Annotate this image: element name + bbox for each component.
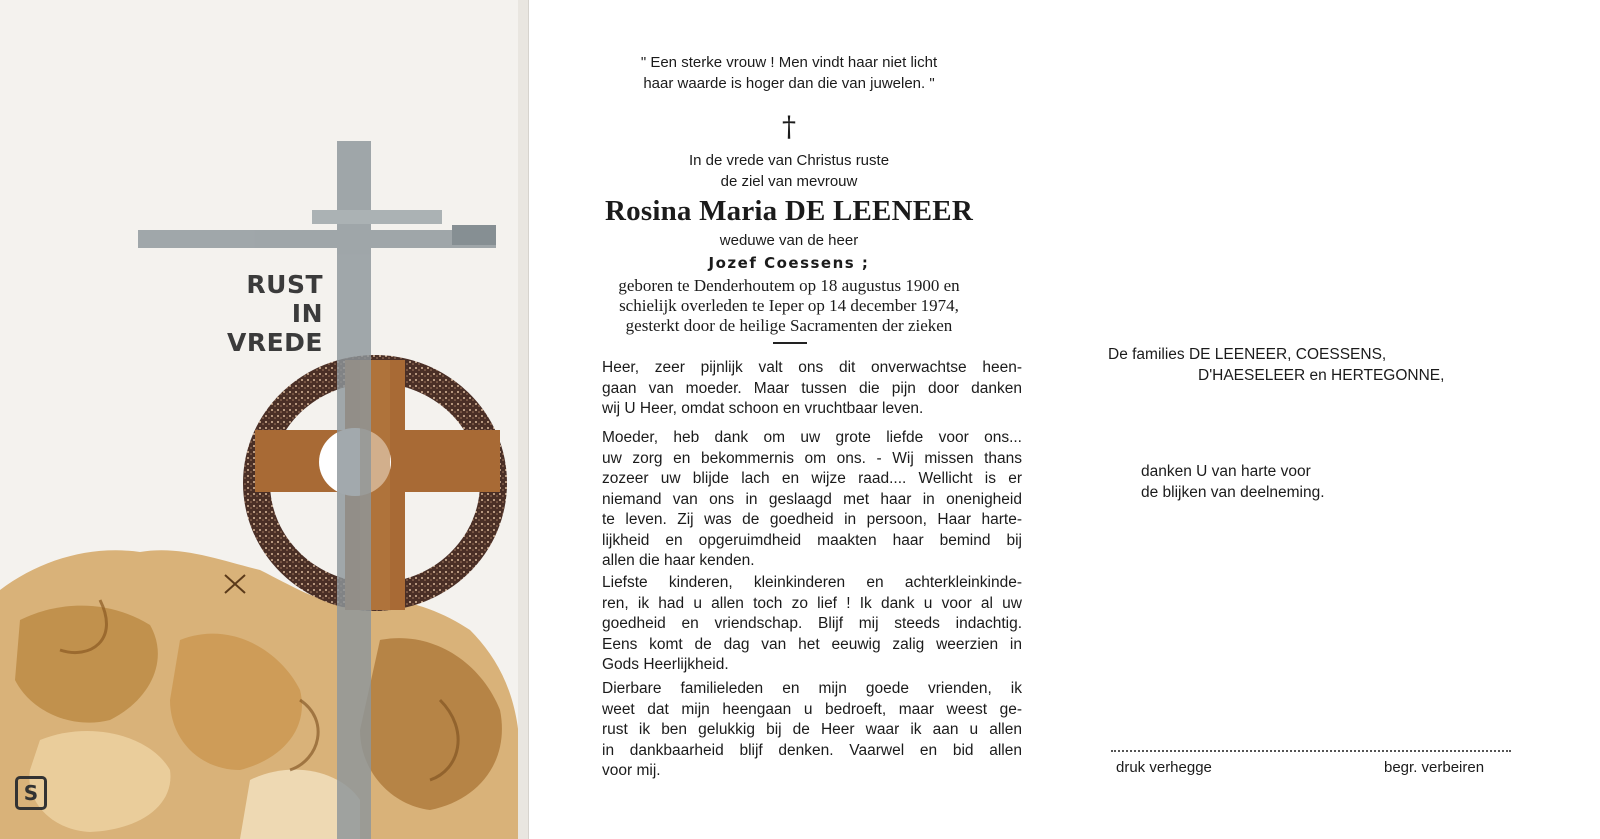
date-line: gesterkt door de heilige Sacramenten der zieken [625,316,953,335]
paragraph-mother [602,428,1022,572]
intro-line: de ziel van mevrouw [720,173,858,190]
date-line: schielijk overleden te Ieper op 14 december 1974, [619,296,959,315]
printer-credit: druk verhegge [1116,759,1212,776]
separator-rule [773,342,807,344]
text-line: Liefste kinderen, kleinkinderen en achterkleinkinde- [602,574,1022,591]
rust-in-vrede-title [163,270,323,357]
text-line: niemand van ons in geslaagd met haar in onenigheid [602,490,1022,508]
text-line: Eens komt de dag van het eeuwig zalig weerzien in [602,635,1022,653]
intro-text [529,150,1049,192]
families-line: D'HAESELEER en HERTEGONNE, [1198,367,1445,384]
title-line: VREDE [226,328,323,357]
dotted-divider [1111,750,1511,752]
publisher-logo: S [15,776,47,810]
title-line: IN [291,299,323,328]
title-line: RUST [246,270,323,299]
deceased-name: Rosina Maria DE LEENEER [605,195,973,227]
text-line: Moeder, heb dank om uw grote liefde voor ons... [602,429,1022,446]
dagger-icon: † [782,110,796,143]
husband-name: Jozef Coessens ; [708,254,870,272]
text-line: wij U Heer, omdat schoon en vruchtbaar leven. [602,400,924,417]
text-line: allen die haar kenden. [602,552,755,569]
paragraph-family [602,679,1022,782]
text-line: in dankbaarheid blijf denken. Vaarwel en bid allen [602,741,1022,759]
intro-line: In de vrede van Christus ruste [688,152,890,169]
front-card-panel [0,0,529,839]
text-line: uw zorg en bekommernis om ons. - Wij missen thans [602,449,1022,467]
text-line: rust ik ben gelukkig bij de Heer waar ik aan u allen [602,721,1022,738]
thanks-line: danken U van harte voor [1141,463,1311,480]
text-line: Gods Heerlijkheid. [602,656,729,673]
text-line: goedheid en vriendschap. Blijf mij steeds indachtig. [602,615,1022,632]
text-line: zozeer uw blijde lach en wijze raad.... Wellicht is er [602,470,1022,487]
quote-line: haar waarde is hoger dan die van juwelen. " [643,75,935,92]
text-line: weet dat mijn heengaan u bedroeft, maar weest ge- [602,700,1022,718]
engraver-credit: begr. verbeiren [1384,759,1485,776]
birth-death-dates [529,276,1049,336]
text-line: Heer, zeer pijnlijk valt ons dit onverwachtse heen- [602,359,1022,376]
text-line: gaan van moeder. Maar tussen die pijn door danken [602,379,1022,397]
text-line: Dierbare familieleden en mijn goede vrienden, ik [602,680,1022,697]
quote-line: " Een sterke vrouw ! Men vindt haar niet licht [640,54,938,71]
bible-quote [529,52,1049,94]
text-line: te leven. Zij was de goedheid in persoon, Haar harte- [602,511,1022,528]
cross-artwork [0,0,528,839]
thanks-panel [1050,0,1600,839]
thanks-text [1141,461,1325,503]
widow-line: weduwe van de heer [719,232,859,249]
date-line: geboren te Denderhoutem op 18 augustus 1900 en [618,276,960,295]
thanks-line: de blijken van deelneming. [1141,484,1325,501]
paragraph-prayer [602,358,1022,420]
text-line: voor mij. [602,762,661,779]
text-line: lijkheid en opgeruimdheid maakten haar bemind bij [602,531,1022,549]
text-panel [529,0,1049,839]
text-line: ren, ik had u allen toch zo lief ! Ik dank u voor al uw [602,594,1022,612]
ochre-ground-shape [0,550,520,839]
fold-edge [518,0,528,839]
paragraph-children [602,573,1022,676]
families-line: De families DE LEENEER, COESSENS, [1108,346,1387,363]
